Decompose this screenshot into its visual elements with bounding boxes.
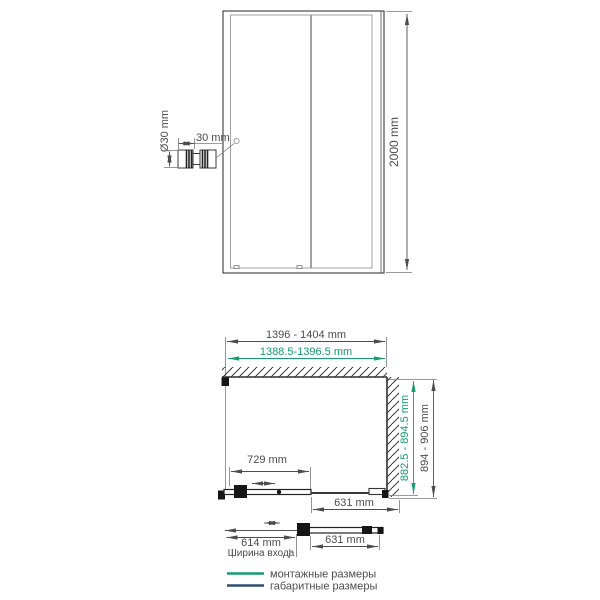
right-wall-hatch <box>388 377 400 497</box>
open-door-knob <box>297 523 310 536</box>
open-position-view <box>225 523 384 559</box>
open-panel-end-cap <box>378 527 384 534</box>
knob-diameter-label: Ø30 mm <box>159 109 171 153</box>
mounting-width-label: 1388.5-1396.5 mm <box>259 346 353 358</box>
top-wall-hatch <box>222 367 387 377</box>
legend-overall-label: габаритные размеры <box>270 580 378 593</box>
legend <box>227 569 377 593</box>
overall-depth-label: 894 - 906 mm <box>419 404 431 472</box>
door-frame-outline <box>223 11 384 273</box>
overall-width-label: 1396 - 1404 mm <box>265 329 347 341</box>
fixed-panel-dimension-label: 631 mm <box>334 497 374 509</box>
door-right-profile <box>382 490 389 498</box>
knob-width-label: 30 mm <box>196 132 230 144</box>
legend-mounting-label: монтажные размеры <box>270 568 377 581</box>
plan-view <box>218 329 437 513</box>
left-wall-profile <box>222 378 230 387</box>
panel-fitting-dot <box>277 490 281 494</box>
roller-mark-left <box>234 266 239 269</box>
open-panel-fitting <box>362 526 372 534</box>
open-panel-dimension-label: 631 mm <box>325 534 365 546</box>
mounting-depth-label: 882.5 - 894.5 mm <box>399 394 411 482</box>
entrance-width-caption: Ширина входа <box>227 548 295 559</box>
entrance-width-label: 614 mm <box>241 537 281 549</box>
height-dimension-label: 2000 mm <box>387 116 401 168</box>
front-view <box>223 11 412 273</box>
door-knob-plan <box>234 485 247 498</box>
handle-mount-circle <box>234 138 239 143</box>
knob-stem <box>193 154 200 165</box>
sliding-panel-dimension-label: 729 mm <box>247 454 287 466</box>
roller-mark-right <box>297 266 302 269</box>
